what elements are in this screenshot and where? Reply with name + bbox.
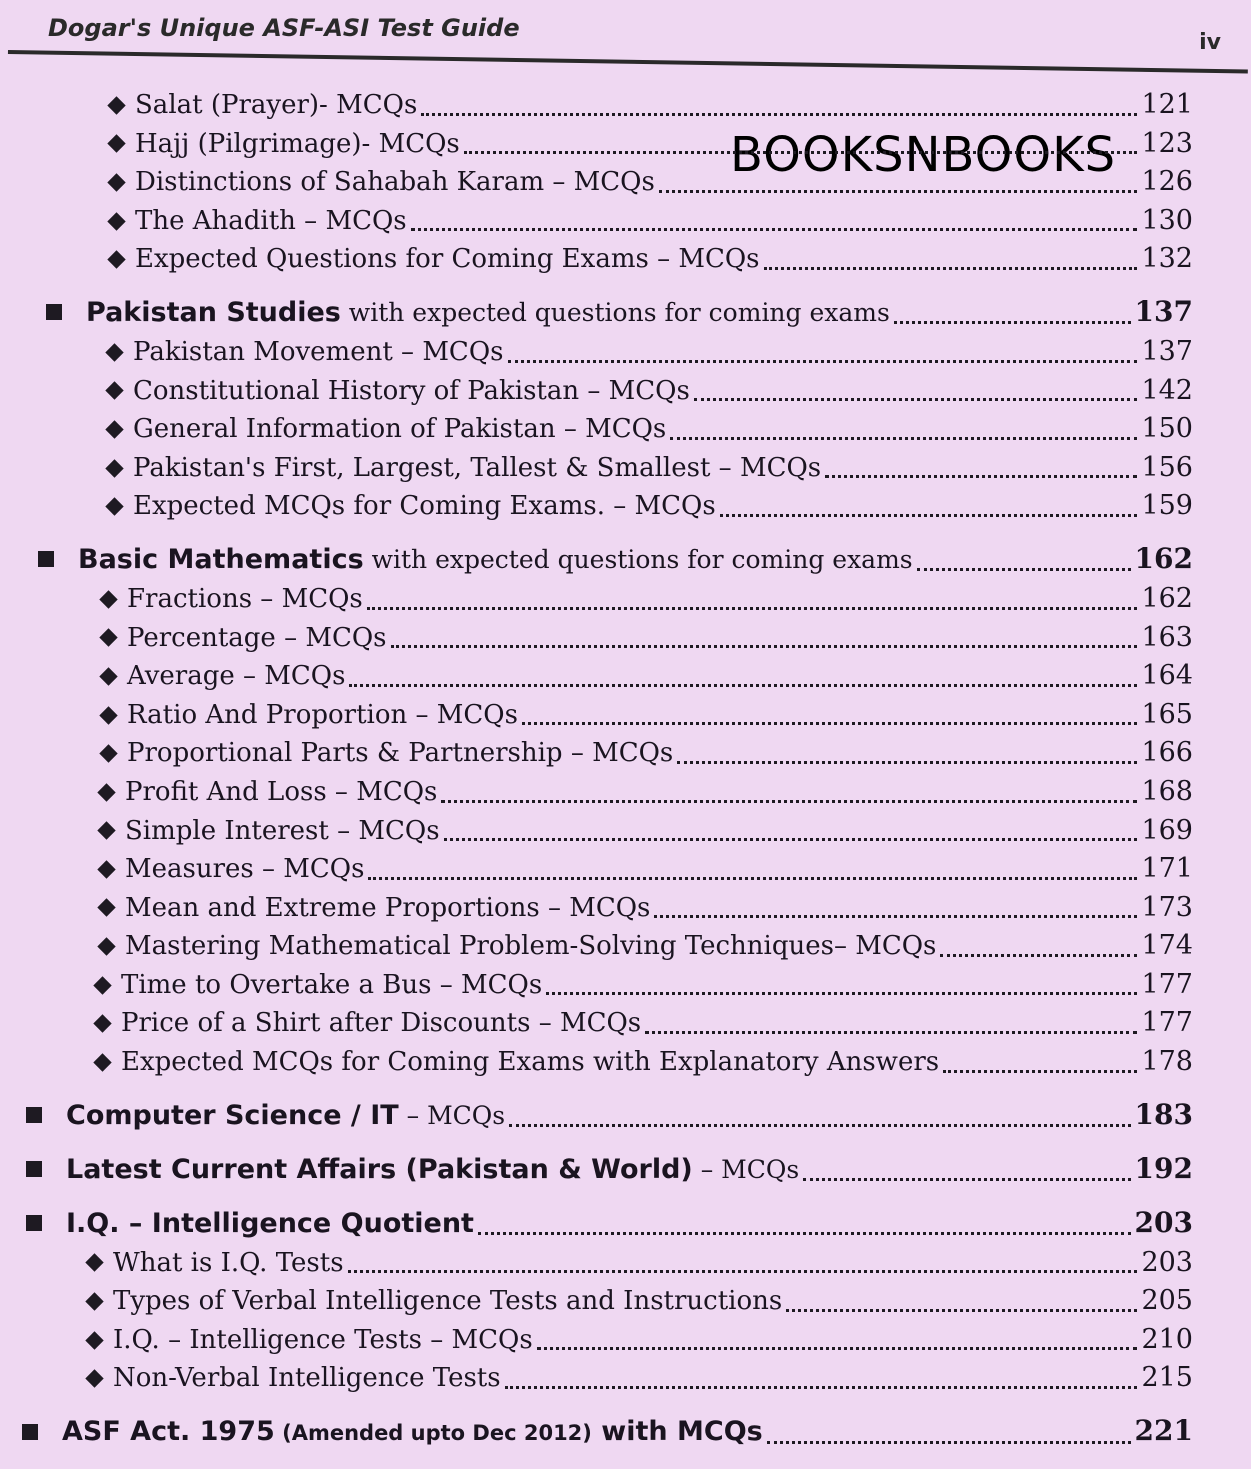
diamond-bullet-icon [99, 744, 117, 762]
dot-leader [509, 1124, 1130, 1127]
diamond-bullet-icon [105, 343, 123, 361]
toc-page-number: 159 [1141, 490, 1193, 522]
dot-leader [767, 1441, 1131, 1444]
toc-page-number: 130 [1141, 204, 1193, 236]
toc-entry [98, 657, 1193, 696]
diamond-bullet-icon [97, 783, 115, 801]
toc-entry [106, 240, 1193, 279]
toc-page-number: 210 [1141, 1323, 1193, 1355]
toc-page-number: 165 [1141, 698, 1193, 730]
toc-entry-label: Profit And Loss – MCQs [125, 776, 438, 807]
toc-page-number: 205 [1141, 1285, 1193, 1317]
toc-entry [92, 1004, 1193, 1043]
toc-section-entry [46, 292, 1193, 333]
dot-leader [659, 190, 1138, 193]
section-title-suffix: with MCQs [591, 1416, 763, 1448]
dot-leader [367, 607, 1138, 610]
header-rule [8, 50, 1248, 73]
toc-entry-label: Constitutional History of Pakistan – MCQs [133, 375, 690, 406]
toc-page-number: 123 [1141, 127, 1193, 159]
toc-entry-label: Percentage – MCQs [127, 622, 387, 653]
square-bullet-icon [22, 1424, 38, 1440]
toc-entry-label: I.Q. – Intelligence Tests – MCQs [113, 1324, 533, 1355]
toc-page-number: 173 [1141, 891, 1193, 923]
toc-page-number: 137 [1134, 294, 1193, 328]
book-title: Dogar's Unique ASF-ASI Test Guide [48, 14, 520, 42]
section-subtitle: with expected questions for coming exams [363, 544, 913, 574]
dot-leader [940, 954, 1137, 957]
toc-page-number: 150 [1141, 413, 1193, 445]
section-subtitle: with expected questions for coming exams [340, 297, 890, 327]
dot-leader [786, 1309, 1137, 1312]
toc-page-number: 142 [1141, 374, 1193, 406]
toc-page-number: 162 [1134, 541, 1193, 575]
diamond-bullet-icon [107, 212, 125, 230]
toc-entry [104, 449, 1193, 488]
toc-entry [96, 773, 1193, 812]
toc-entry [84, 1244, 1193, 1283]
dot-leader [670, 437, 1137, 440]
toc-page-number: 203 [1141, 1246, 1193, 1278]
dot-leader [508, 360, 1138, 363]
toc-entry-label: Ratio And Proportion – MCQs [127, 699, 518, 730]
toc-entry-label [78, 540, 913, 580]
toc-page-number: 192 [1134, 1151, 1193, 1185]
toc-entry-label: Expected MCQs for Coming Exams. – MCQs [133, 491, 716, 522]
dot-leader [464, 151, 1138, 154]
dot-leader [391, 645, 1138, 648]
dot-leader [720, 514, 1138, 517]
toc-entry-label: Fractions – MCQs [127, 583, 363, 614]
toc-entry-label: Pakistan Movement – MCQs [133, 336, 504, 367]
dot-leader [546, 992, 1137, 995]
toc-entry-label: Time to Overtake a Bus – MCQs [121, 969, 543, 1000]
toc-page-number: 183 [1134, 1097, 1193, 1131]
toc-page-number: 164 [1141, 660, 1193, 692]
diamond-bullet-icon [97, 937, 115, 955]
toc-entry [104, 410, 1193, 449]
toc-page-number: 178 [1141, 1046, 1193, 1078]
toc-entry [106, 125, 1193, 164]
section-title: ASF Act. 1975 [62, 1416, 275, 1448]
toc-entry-label: Mastering Mathematical Problem-Solving Techniques– MCQs [125, 931, 937, 962]
toc-entry-label: General Information of Pakistan – MCQs [133, 414, 667, 445]
diamond-bullet-icon [85, 1370, 103, 1388]
diamond-bullet-icon [85, 1331, 103, 1349]
table-of-contents [0, 86, 1251, 1453]
section-note: (Amended upto Dec 2012) [274, 1421, 592, 1446]
toc-entry-label [66, 1150, 799, 1190]
toc-page-number: 174 [1141, 930, 1193, 962]
section-title: Basic Mathematics [78, 543, 364, 575]
diamond-bullet-icon [99, 590, 117, 608]
toc-entry-label: The Ahadith – MCQs [135, 205, 407, 236]
toc-page-number: 215 [1141, 1362, 1193, 1394]
dot-leader [537, 1347, 1138, 1350]
diamond-bullet-icon [97, 899, 115, 917]
toc-entry-label [86, 293, 890, 333]
toc-entry [84, 1282, 1193, 1321]
square-bullet-icon [26, 1215, 42, 1231]
toc-entry [96, 812, 1193, 851]
toc-entry-label: Expected MCQs for Coming Exams with Explanatory Answers [121, 1047, 940, 1078]
toc-entry [106, 86, 1193, 125]
diamond-bullet-icon [105, 459, 123, 477]
toc-page-number: 121 [1141, 89, 1193, 120]
diamond-bullet-icon [99, 706, 117, 724]
toc-entry-label: Measures – MCQs [125, 854, 365, 885]
toc-entry [104, 372, 1193, 411]
toc-page-number: 126 [1141, 166, 1193, 198]
toc-page-number: 203 [1134, 1205, 1193, 1239]
toc-entry [106, 163, 1193, 202]
square-bullet-icon [46, 304, 62, 320]
toc-page-number: 163 [1141, 621, 1193, 653]
toc-entry [92, 966, 1193, 1005]
toc-entry [98, 619, 1193, 658]
section-title: Latest Current Affairs (Pakistan & World) [66, 1153, 693, 1185]
toc-page-number: 221 [1134, 1414, 1193, 1448]
toc-section-entry [38, 539, 1193, 580]
diamond-bullet-icon [97, 822, 115, 840]
toc-page-number: 132 [1141, 243, 1193, 275]
toc-entry [96, 850, 1193, 889]
dot-leader [421, 113, 1137, 116]
diamond-bullet-icon [99, 667, 117, 685]
toc-entry-label: Distinctions of Sahabah Karam – MCQs [135, 167, 655, 198]
dot-leader [368, 877, 1137, 880]
toc-section-entry [26, 1149, 1193, 1190]
toc-entry-label: Types of Verbal Intelligence Tests and Instructions [113, 1286, 783, 1317]
toc-entry-label: Proportional Parts & Partnership – MCQs [127, 738, 674, 769]
toc-entry [104, 333, 1193, 372]
section-subtitle: – MCQs [398, 1100, 506, 1130]
toc-entry [98, 696, 1193, 735]
square-bullet-icon [26, 1107, 42, 1123]
toc-page-number: 171 [1141, 853, 1193, 885]
dot-leader [441, 800, 1137, 803]
dot-leader [677, 761, 1137, 764]
diamond-bullet-icon [107, 250, 125, 268]
toc-entry [98, 734, 1193, 773]
dot-leader [349, 684, 1137, 687]
toc-entry [106, 202, 1193, 241]
dot-leader [444, 838, 1138, 841]
toc-entry-label [62, 1412, 763, 1453]
dot-leader [764, 267, 1138, 270]
diamond-bullet-icon [107, 135, 125, 153]
square-bullet-icon [38, 551, 54, 567]
dot-leader [478, 1232, 1131, 1235]
toc-entry-label: Expected Questions for Coming Exams – MCQs [135, 244, 760, 275]
toc-entry [92, 1043, 1193, 1082]
toc-section-entry [22, 1411, 1193, 1453]
dot-leader [825, 475, 1137, 478]
toc-page-number: 166 [1141, 737, 1193, 769]
square-bullet-icon [26, 1161, 42, 1177]
toc-entry-label: Hajj (Pilgrimage)- MCQs [135, 128, 460, 159]
page-header [0, 0, 1251, 70]
toc-entry-label: Salat (Prayer)- MCQs [135, 90, 418, 120]
diamond-bullet-icon [93, 1053, 111, 1071]
toc-entry-label: Pakistan's First, Largest, Tallest & Smallest – MCQs [133, 452, 822, 483]
toc-page-number: 169 [1141, 814, 1193, 846]
toc-entry [98, 580, 1193, 619]
dot-leader [505, 1386, 1138, 1389]
diamond-bullet-icon [99, 629, 117, 647]
section-subtitle: – MCQs [692, 1154, 800, 1184]
toc-section-entry [26, 1095, 1193, 1136]
toc-page-number: 177 [1141, 968, 1193, 1000]
toc-entry [104, 487, 1193, 526]
watermark: BOOKSNBOOKS [730, 127, 1117, 183]
dot-leader [894, 321, 1131, 324]
diamond-bullet-icon [93, 976, 111, 994]
diamond-bullet-icon [107, 173, 125, 191]
dot-leader [348, 1270, 1138, 1273]
diamond-bullet-icon [85, 1254, 103, 1272]
section-title: I.Q. – Intelligence Quotient [66, 1207, 474, 1239]
toc-section-entry [26, 1203, 1193, 1244]
dot-leader [803, 1178, 1130, 1181]
diamond-bullet-icon [85, 1292, 103, 1310]
toc-entry-label [66, 1204, 474, 1244]
section-title: Computer Science / IT [66, 1099, 399, 1131]
dot-leader [694, 398, 1138, 401]
diamond-bullet-icon [105, 420, 123, 438]
dot-leader [411, 228, 1138, 231]
dot-leader [645, 1031, 1137, 1034]
diamond-bullet-icon [97, 860, 115, 878]
diamond-bullet-icon [105, 382, 123, 400]
dot-leader [522, 722, 1138, 725]
toc-entry-label: Non-Verbal Intelligence Tests [113, 1363, 501, 1394]
toc-page-number: 137 [1141, 335, 1193, 367]
dot-leader [943, 1070, 1137, 1073]
page-number: iv [1199, 30, 1221, 55]
dot-leader [917, 568, 1131, 571]
toc-entry [96, 889, 1193, 928]
diamond-bullet-icon [93, 1015, 111, 1033]
toc-entry [84, 1321, 1193, 1360]
toc-page-number: 162 [1141, 582, 1193, 614]
toc-entry-label: Average – MCQs [127, 661, 346, 692]
toc-entry [84, 1359, 1193, 1398]
toc-page-number: 156 [1141, 451, 1193, 483]
dot-leader [654, 915, 1137, 918]
toc-entry-label [66, 1096, 505, 1136]
section-title: Pakistan Studies [86, 296, 341, 328]
toc-page-number: 168 [1141, 775, 1193, 807]
toc-page-number: 177 [1141, 1007, 1193, 1039]
toc-entry-label: What is I.Q. Tests [113, 1247, 344, 1278]
toc-entry [96, 927, 1193, 966]
diamond-bullet-icon [107, 96, 125, 114]
toc-entry-label: Price of a Shirt after Discounts – MCQs [121, 1008, 642, 1039]
toc-entry-label: Mean and Extreme Proportions – MCQs [125, 892, 651, 923]
diamond-bullet-icon [105, 497, 123, 515]
toc-entry-label: Simple Interest – MCQs [125, 815, 440, 846]
